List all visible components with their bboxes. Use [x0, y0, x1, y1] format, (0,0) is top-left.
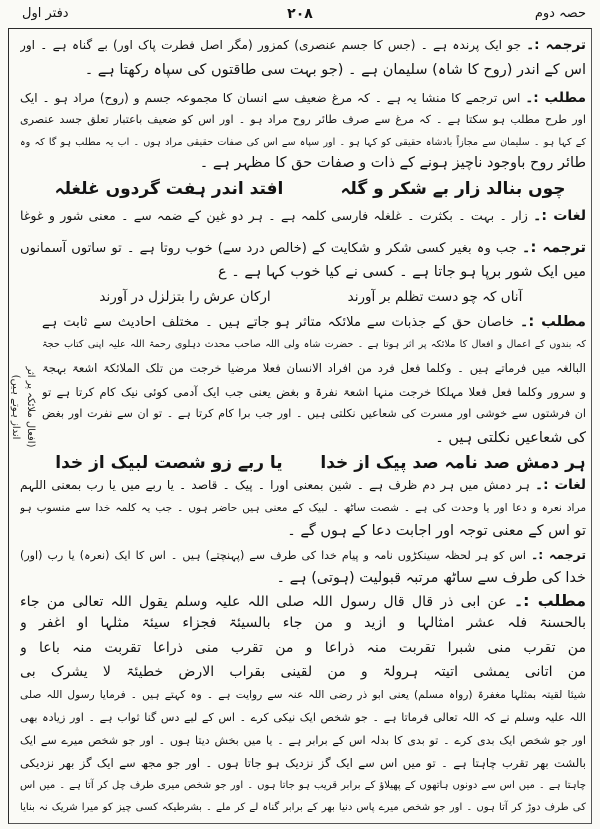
- text-line: [20, 152, 586, 174]
- text-line: [42, 403, 586, 425]
- text-line: [20, 590, 586, 612]
- text-line: [20, 520, 586, 542]
- section-label-translation: ترجمہ :۔: [521, 239, 586, 256]
- text-line: [20, 132, 586, 154]
- text-line: [42, 427, 586, 449]
- text-line: [20, 497, 586, 519]
- text-line: [20, 544, 586, 566]
- line-text: تو اس کے معنی توجہ اور اجابت دعا کے ہوں گے ۔: [287, 523, 586, 539]
- line-text: چاہتا ہے ۔ میں اس سے دونوں ہاتھوں کے پھیلاؤ کے برابر قریب ہو جاتا ہوں ۔ اور جو شخص میری طرف چل کر آتا ہے ۔ میں اس: [20, 780, 586, 791]
- line-text: بالحسنۃ فلہ عشر امثالہا و ازید و من جاء بالسیئۃ فجزاء سیئۃ مثلہا او اغفر و: [20, 615, 586, 631]
- text-line: [20, 567, 586, 589]
- text-line: [20, 34, 586, 56]
- line-text: اس ترجمے کا منشا یہ ہے ۔ کہ مرغ ضعیف سے انسان کا مجموعہ جسم و (روح) مراد ہو ۔ ایک: [20, 91, 521, 105]
- margin-note-line: انداز ہوتے ہیں): [10, 374, 21, 440]
- text-line: [42, 334, 586, 356]
- text-line: [20, 730, 586, 752]
- text-line: [20, 59, 586, 81]
- line-text: کی طرف دوڑ کر آتا ہوں ۔ اور جو شخص میرے پاس دنیا بھر کے برابر گناہ لے کر ملے ۔ بشرطیکہ کسی چیز کو میرا شریک نہ بنایا: [20, 802, 586, 813]
- text-line: [20, 637, 586, 659]
- text-line: [20, 474, 586, 496]
- line-text: میں ایک شور برپا ہو جاتا ہے ۔ کسی نے کیا خوب کہا ہے ۔ ع: [217, 264, 586, 280]
- verse-hemistich-first: ہر دمش صد نامہ صد پیک از خدا: [320, 453, 586, 473]
- line-text: جب وہ بغیر کسی شکر و شکایت کے (خالص درد سے) خوب روتا ہے ۔ تو ساتوں آسمانوں: [20, 241, 517, 256]
- line-text: و سرور وکلما فعل فعلا مہلکا خرجت منہا اشعۃ نفرۃ و بغض یعنی جب ایک آدمی کوئی نیک کام کرتا ہے تو: [42, 385, 586, 399]
- section-label-explanation: مطلب :۔: [525, 90, 586, 106]
- section-label-explanation: مطلب :۔: [519, 313, 586, 330]
- line-text: کی شعاعیں نکلتی ہیں ۔: [435, 430, 586, 446]
- section-label-vocabulary: لغات :۔: [533, 208, 586, 224]
- text-line: [20, 775, 586, 797]
- line-text: خاصان حق کے جذبات سے ملائکہ متاثر ہو جاتے ہیں ۔ مختلف احادیث سے ثابت ہے: [42, 315, 514, 330]
- text-line: [20, 684, 586, 706]
- text-line: [20, 797, 586, 819]
- text-line: [20, 109, 586, 131]
- verse-hemistich-second: ارکان عرش را بتزلزل در آورند: [99, 289, 271, 305]
- line-text: من اتانی یمشی اتیتہ ہرولۃ و من لقینی بقراب الارض خطیئۃ لا یشرک بی: [20, 664, 586, 680]
- line-text: اللہ علیہ وسلم نے کہ اللہ تعالی فرماتا ہے ۔ جو شخص ایک نیکی کرے ۔ اس کے لیے دس گنا ثواب ہے ۔ اور زیادہ بھی: [20, 711, 586, 724]
- line-text: البالغہ میں فرماتے ہیں ۔ وکلما فعل فرد من افراد الانسان فعلا مرضیا خرجت من تلک الملائکۃ اشعۃ بہجۃ: [42, 361, 586, 375]
- verse-couplet: [20, 450, 588, 476]
- text-line: [20, 87, 586, 109]
- page-number: ۲۰۸: [287, 6, 313, 22]
- line-text: مراد نعرہ و دعا اور یا وحدت کی ہے ۔ شصت ساٹھ ۔ لبیک کے معنی ہیں حاضر ہوں ۔ جب یہ کلمہ خدا سے منسوب ہو: [20, 502, 586, 514]
- text-line: [20, 237, 586, 259]
- verse-hemistich-second: افتد اندر ہفت گردوں غلغلہ: [54, 179, 284, 199]
- line-text: بالشت بھر تقرب چاہتا ہے ۔ تو میں اس سے ایک گز نزدیک ہو جاتا ہوں ۔ اور جو مجھ سے ایک گز بھر نزدیکی: [20, 756, 586, 770]
- line-text: من تقرب منی شبرا تقربت منہ ذراعا و من تقرب منی ذراعا تقربت منہ باعا و: [20, 640, 586, 656]
- line-text: طائر روح باوجود ناچیز ہونے کے ذات و صفات حق کا مظہر ہے ۔: [199, 155, 586, 171]
- line-text: جو ایک پرندہ ہے ۔ (جس کا جسم عنصری) کمزور (مگر اصل فطرت پاک اور) بے گناہ ہے ۔ اور: [20, 38, 521, 52]
- text-line: [20, 661, 586, 683]
- margin-note-line: (افعال ملائکہ پر اثر: [25, 366, 36, 448]
- verse-couplet: [20, 176, 588, 202]
- line-text: ہر دمش میں ہر دم ظرف ہے ۔ شین بمعنی اورا ۔ پیک ۔ قاصد ۔ یا ربے میں یا رب بمعنی اللہم: [20, 478, 530, 492]
- section-label-translation: ترجمہ :۔: [531, 547, 586, 562]
- text-line: [20, 612, 586, 634]
- line-text: خدا کی طرف سے ساٹھ مرتبہ قبولیت (ہوتی) ہے ۔: [276, 570, 586, 586]
- line-text: عن ابی ذر قال قال رسول اللہ صلی اللہ علیہ وسلم یقول اللہ تعالی من جاء: [20, 594, 507, 610]
- line-text: اور جو شخص ایک بدی کرے ۔ تو بدی کا بدلہ اس کے برابر ہے ۔ یا میں بخش دیتا ہوں ۔ اور جو شخص میرے سے ایک: [20, 734, 586, 747]
- text-line: [42, 381, 586, 403]
- text-line: [42, 357, 586, 379]
- text-line: [20, 707, 586, 729]
- section-label-vocabulary: لغات :۔: [535, 477, 586, 493]
- verse-couplet-quoted: [70, 284, 550, 310]
- verse-hemistich-first: آناں کہ چو دست تظلم بر آورند: [347, 289, 523, 305]
- line-text: کے کہا ہو ۔ سلیمان سے مجازاً بادشاہ حقیقی کو کہا ہو ۔ اور سپاہ سے اس کی صفات حقیقی مراد ہوں ۔ اب یہ مطلب ہو گا کہ وہ: [20, 137, 586, 148]
- text-line: [20, 752, 586, 774]
- text-line: [42, 311, 586, 333]
- text-line: [20, 205, 586, 227]
- line-text: ان فرشتوں سے خوشی اور مسرت کی شعاعیں نکلتی ہیں ۔ اور جب برا کام کرتا ہے ۔ تو ان سے نفرت اور بغض: [42, 407, 586, 420]
- section-label-explanation: مطلب :۔: [513, 591, 586, 610]
- part-label: حصہ دوم: [534, 6, 586, 21]
- line-text: اس کے اندر (روح کا شاہ) سلیمان ہے ۔ (جو بہت سی طاقتوں کی سپاہ رکھتا ہے ۔: [84, 62, 586, 78]
- verse-hemistich-first: چوں بنالد زار بے شکر و گلہ: [340, 179, 566, 199]
- line-text: شیئا لقیتہ بمثلہا مغفرۃ (رواہ مسلم) یعنی ابو ذر رضی اللہ عنہ سے روایت ہے ۔ وہ کہتے ہیں ۔ فرمایا رسول اللہ صلی: [20, 689, 586, 701]
- line-text: اس کو ہر لحظہ سینکڑوں نامہ و پیام خدا کی طرف سے (پہنچتے) ہیں ۔ اس کا ایک (نعرہ) یا رب (اور): [20, 549, 526, 562]
- margin-note: [6, 332, 38, 482]
- text-line: [20, 261, 586, 283]
- line-text: اور طرح مطلب ہو سکتا ہے ۔ کہ مرغ سے صرف طائر روح مراد ہو ۔ اور اس کو ضعیف باعتبار تعلق جسد عنصری: [20, 113, 586, 126]
- line-text: زار ۔ بہت ۔ بکثرت ۔ غلغلہ فارسی کلمہ ہے ۔ ہر دو غین کے ضمہ سے ۔ معنی شور و غوغا: [20, 208, 528, 223]
- verse-hemistich-second: یا ربے زو شصت لبیک از خدا: [55, 453, 283, 473]
- section-label-translation: ترجمہ :۔: [526, 37, 586, 53]
- line-text: کہ بندوں کے اعمال و افعال کا ملائکہ پر اثر ہوتا ہے ۔ حضرت شاہ ولی اللہ صاحب محدث دہلوی رحمۃ اللہ علیہ اپنی کتاب حجۃ: [42, 339, 586, 350]
- volume-label: دفتر اول: [22, 6, 69, 21]
